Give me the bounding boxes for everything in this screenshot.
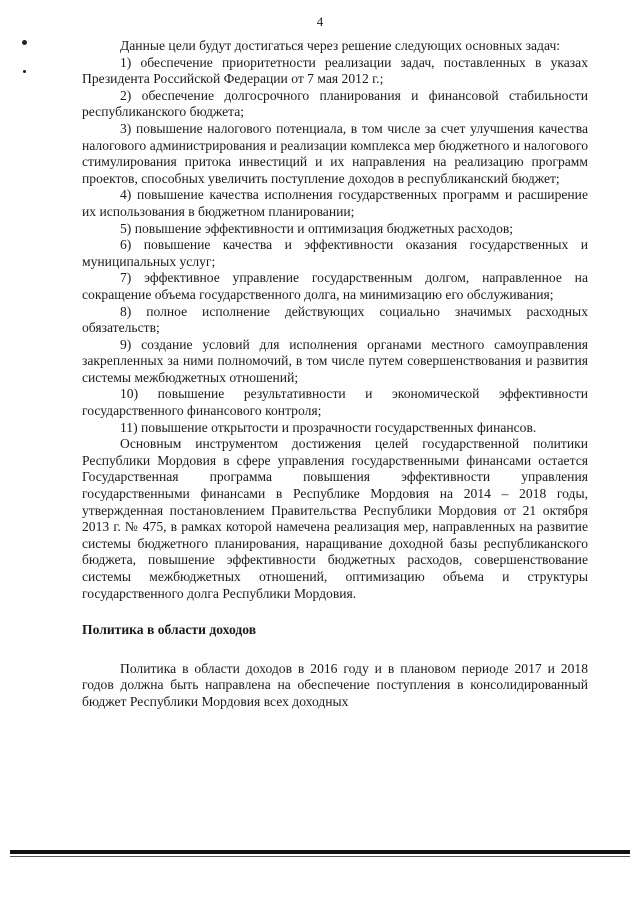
task-item-2: 2) обеспечение долгосрочного планирования и финансовой стабильности республиканского бюджета; (82, 87, 588, 120)
main-instrument-paragraph: Основным инструментом достижения целей государственной политики Республики Мордовия в сфере управления государственными финансами остается Государственная программа повышения эффективности управления государственными финансами в Республике Мордовия на 2014 – 2018 годы, утвержденная постановлением Правительства Республики Мордовия от 21 октября 2013 г. № 475, в рамках которой намечена реализация мер, направленных на развитие системы бюджетного планирования, наращивание доходной базы республиканского бюджета, повышение эффективности бюджетных расходов, совершенствование системы межбюджетных отношений, оптимизацию объема и структуры государственного долга Республики Мордовия. (82, 436, 588, 601)
scan-mark (23, 70, 26, 73)
task-item-10: 10) повышение результативности и экономической эффективности государственного финансового контроля; (82, 386, 588, 419)
scan-mark (22, 40, 27, 45)
bottom-border (10, 850, 630, 854)
task-item-3: 3) повышение налогового потенциала, в том числе за счет улучшения качества налогового администрирования и реализации комплекса мер бюджетного и налогового стимулирования притока инвестиций и их направления на реализацию программ проектов, способных увеличить поступление доходов в республиканский бюджет; (82, 120, 588, 186)
section-heading: Политика в области доходов (82, 622, 257, 638)
document-body (82, 38, 588, 711)
page-number: 4 (316, 14, 324, 29)
bottom-border-thin (10, 856, 630, 857)
task-item-5: 5) повышение эффективности и оптимизация бюджетных расходов; (120, 220, 514, 236)
task-item-8: 8) полное исполнение действующих социально значимых расходных обязательств; (82, 303, 588, 336)
task-item-6: 6) повышение качества и эффективности оказания государственных и муниципальных услуг; (82, 237, 588, 269)
section-paragraph: Политика в области доходов в 2016 году и в плановом периоде 2017 и 2018 годов должна быть направлена на обеспечение поступления в консолидированный бюджет Республики Мордовия всех доходных (82, 660, 588, 709)
task-item-1: 1) обеспечение приоритетности реализации задач, поставленных в указах Президента Российской Федерации от 7 мая 2012 г.; (82, 54, 588, 87)
task-item-11: 11) повышение открытости и прозрачности государственных финансов. (120, 419, 537, 435)
task-item-9: 9) создание условий для исполнения органами местного самоуправления закрепленных за ними полномочий, в том числе путем совершенствования и развития системы межбюджетных отношений; (82, 336, 588, 385)
task-item-7: 7) эффективное управление государственным долгом, направленное на сокращение объема государственного долга, на минимизацию его обслуживания; (82, 270, 588, 302)
intro-paragraph: Данные цели будут достигаться через решение следующих основных задач: (120, 38, 561, 53)
task-item-4: 4) повышение качества исполнения государственных программ и расширение их использования в бюджетном планировании; (82, 187, 588, 219)
